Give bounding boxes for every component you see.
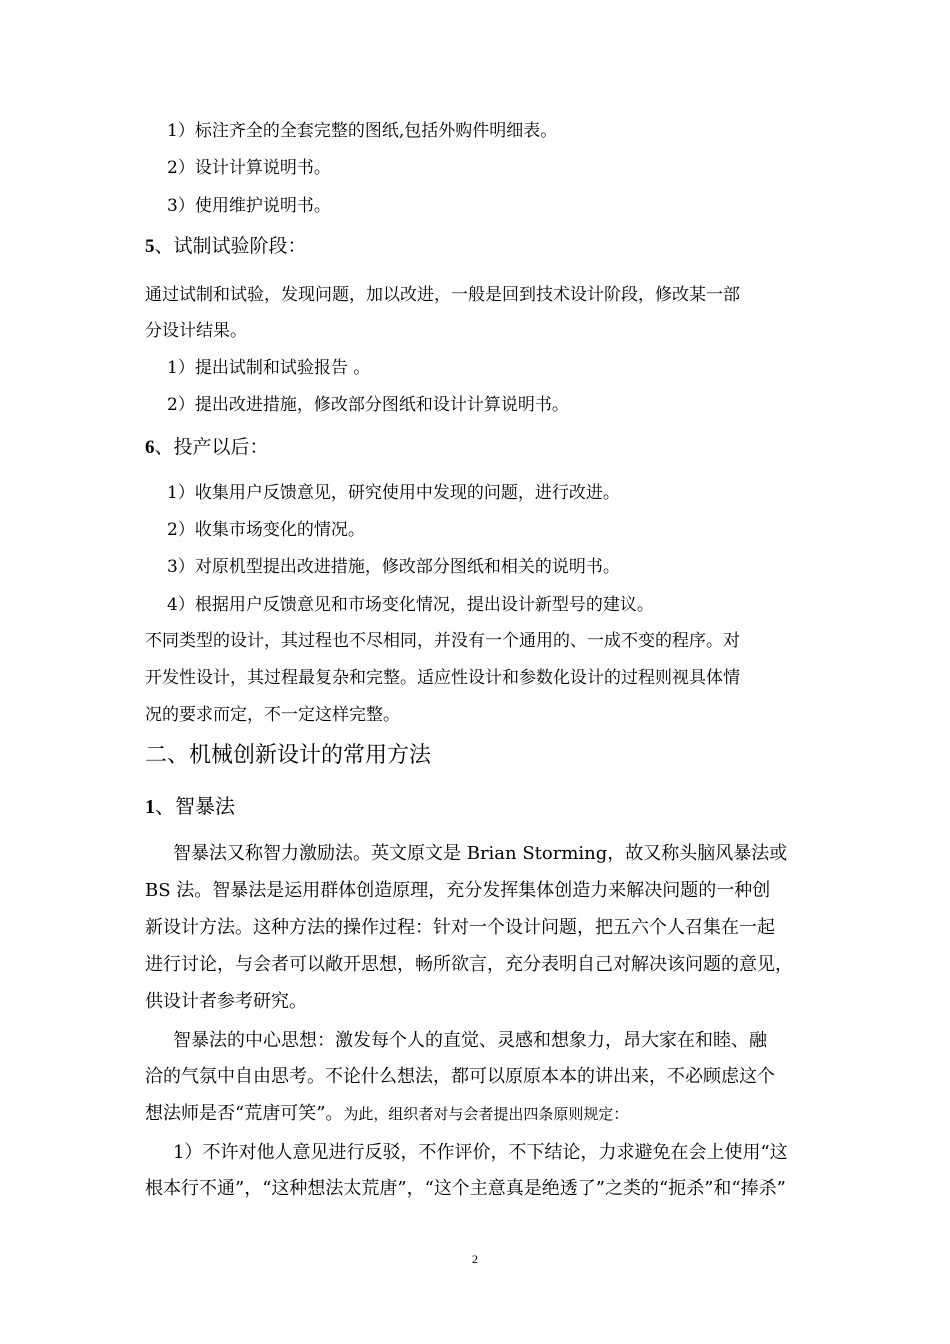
heading-text: 、投产以后： — [154, 436, 269, 458]
heading-1 — [145, 796, 235, 817]
paragraph-line: 新设计方法。这种方法的操作过程：针对一个设计问题，把五六个人召集在一起 — [145, 917, 775, 938]
paragraph-text: 想法师是否“荒唐可笑”。 — [145, 1103, 344, 1124]
heading-number: 6 — [145, 437, 155, 458]
list-item: 1）标注齐全的全套完整的图纸,包括外购件明细表。 — [167, 121, 558, 141]
heading-5 — [145, 236, 307, 257]
paragraph-line: 分设计结果。 — [145, 321, 247, 341]
paragraph-line: 洽的气氛中自由思考。不论什么想法，都可以原原本本的讲出来，不必顾虑这个 — [145, 1066, 775, 1087]
paragraph-text-small: 为此，组织者对与会者提出四条原则规定： — [343, 1105, 629, 1123]
list-item: 4）根据用户反馈意见和市场变化情况，提出设计新型号的建议。 — [167, 595, 654, 615]
heading-number: 1 — [145, 796, 155, 818]
paragraph-line: 智暴法的中心思想：激发每个人的直觉、灵感和想象力，昂大家在和睦、融 — [173, 1030, 767, 1051]
list-item: 2）提出改进措施，修改部分图纸和设计计算说明书。 — [167, 395, 569, 415]
heading-number: 5 — [145, 236, 155, 257]
list-item: 1）收集用户反馈意见，研究使用中发现的问题，进行改进。 — [167, 483, 620, 503]
list-item: 1）提出试制和试验报告 。 — [167, 358, 371, 378]
paragraph-line: BS 法。智暴法是运用群体创造原理，充分发挥集体创造力来解决问题的一种创 — [145, 880, 771, 901]
page-number: 2 — [472, 1252, 478, 1266]
paragraph-line: 开发性设计，其过程最复杂和完整。适应性设计和参数化设计的过程则视具体情 — [145, 668, 740, 688]
heading-text: 、智暴法 — [155, 794, 235, 818]
list-item: 3）对原机型提出改进措施，修改部分图纸和相关的说明书。 — [167, 557, 620, 577]
paragraph-line: 根本行不通”，“这种想法太荒唐”，“这个主意真是绝透了”之类的“扼杀”和“捧杀” — [145, 1178, 786, 1199]
paragraph-line: 不同类型的设计，其过程也不尽相同，并没有一个通用的、一成不变的程序。对 — [145, 631, 740, 651]
paragraph-line: 1）不许对他人意见进行反驳，不作评价，不下结论，力求避免在会上使用“这 — [173, 1142, 788, 1163]
section-heading: 二、机械创新设计的常用方法 — [145, 743, 432, 768]
list-item: 3）使用维护说明书。 — [167, 196, 331, 216]
heading-6 — [145, 437, 269, 458]
paragraph-line: 供设计者参考研究。 — [145, 991, 307, 1012]
paragraph-line: 况的要求而定，不一定这样完整。 — [145, 705, 400, 725]
paragraph-line: 进行讨论，与会者可以敞开思想，畅所欲言，充分表明自己对解决该问题的意见， — [145, 954, 793, 975]
heading-text: 、试制试验阶段： — [154, 235, 307, 257]
list-item: 2）收集市场变化的情况。 — [167, 520, 365, 540]
paragraph-line: 通过试制和试验，发现问题，加以改进，一般是回到技术设计阶段，修改某一部 — [145, 285, 740, 305]
paragraph-line: 智暴法又称智力激励法。英文原文是 Brian Storming，故又称头脑风暴法或 — [173, 843, 788, 864]
list-item: 2）设计计算说明书。 — [167, 158, 331, 178]
paragraph-line — [145, 1103, 628, 1125]
